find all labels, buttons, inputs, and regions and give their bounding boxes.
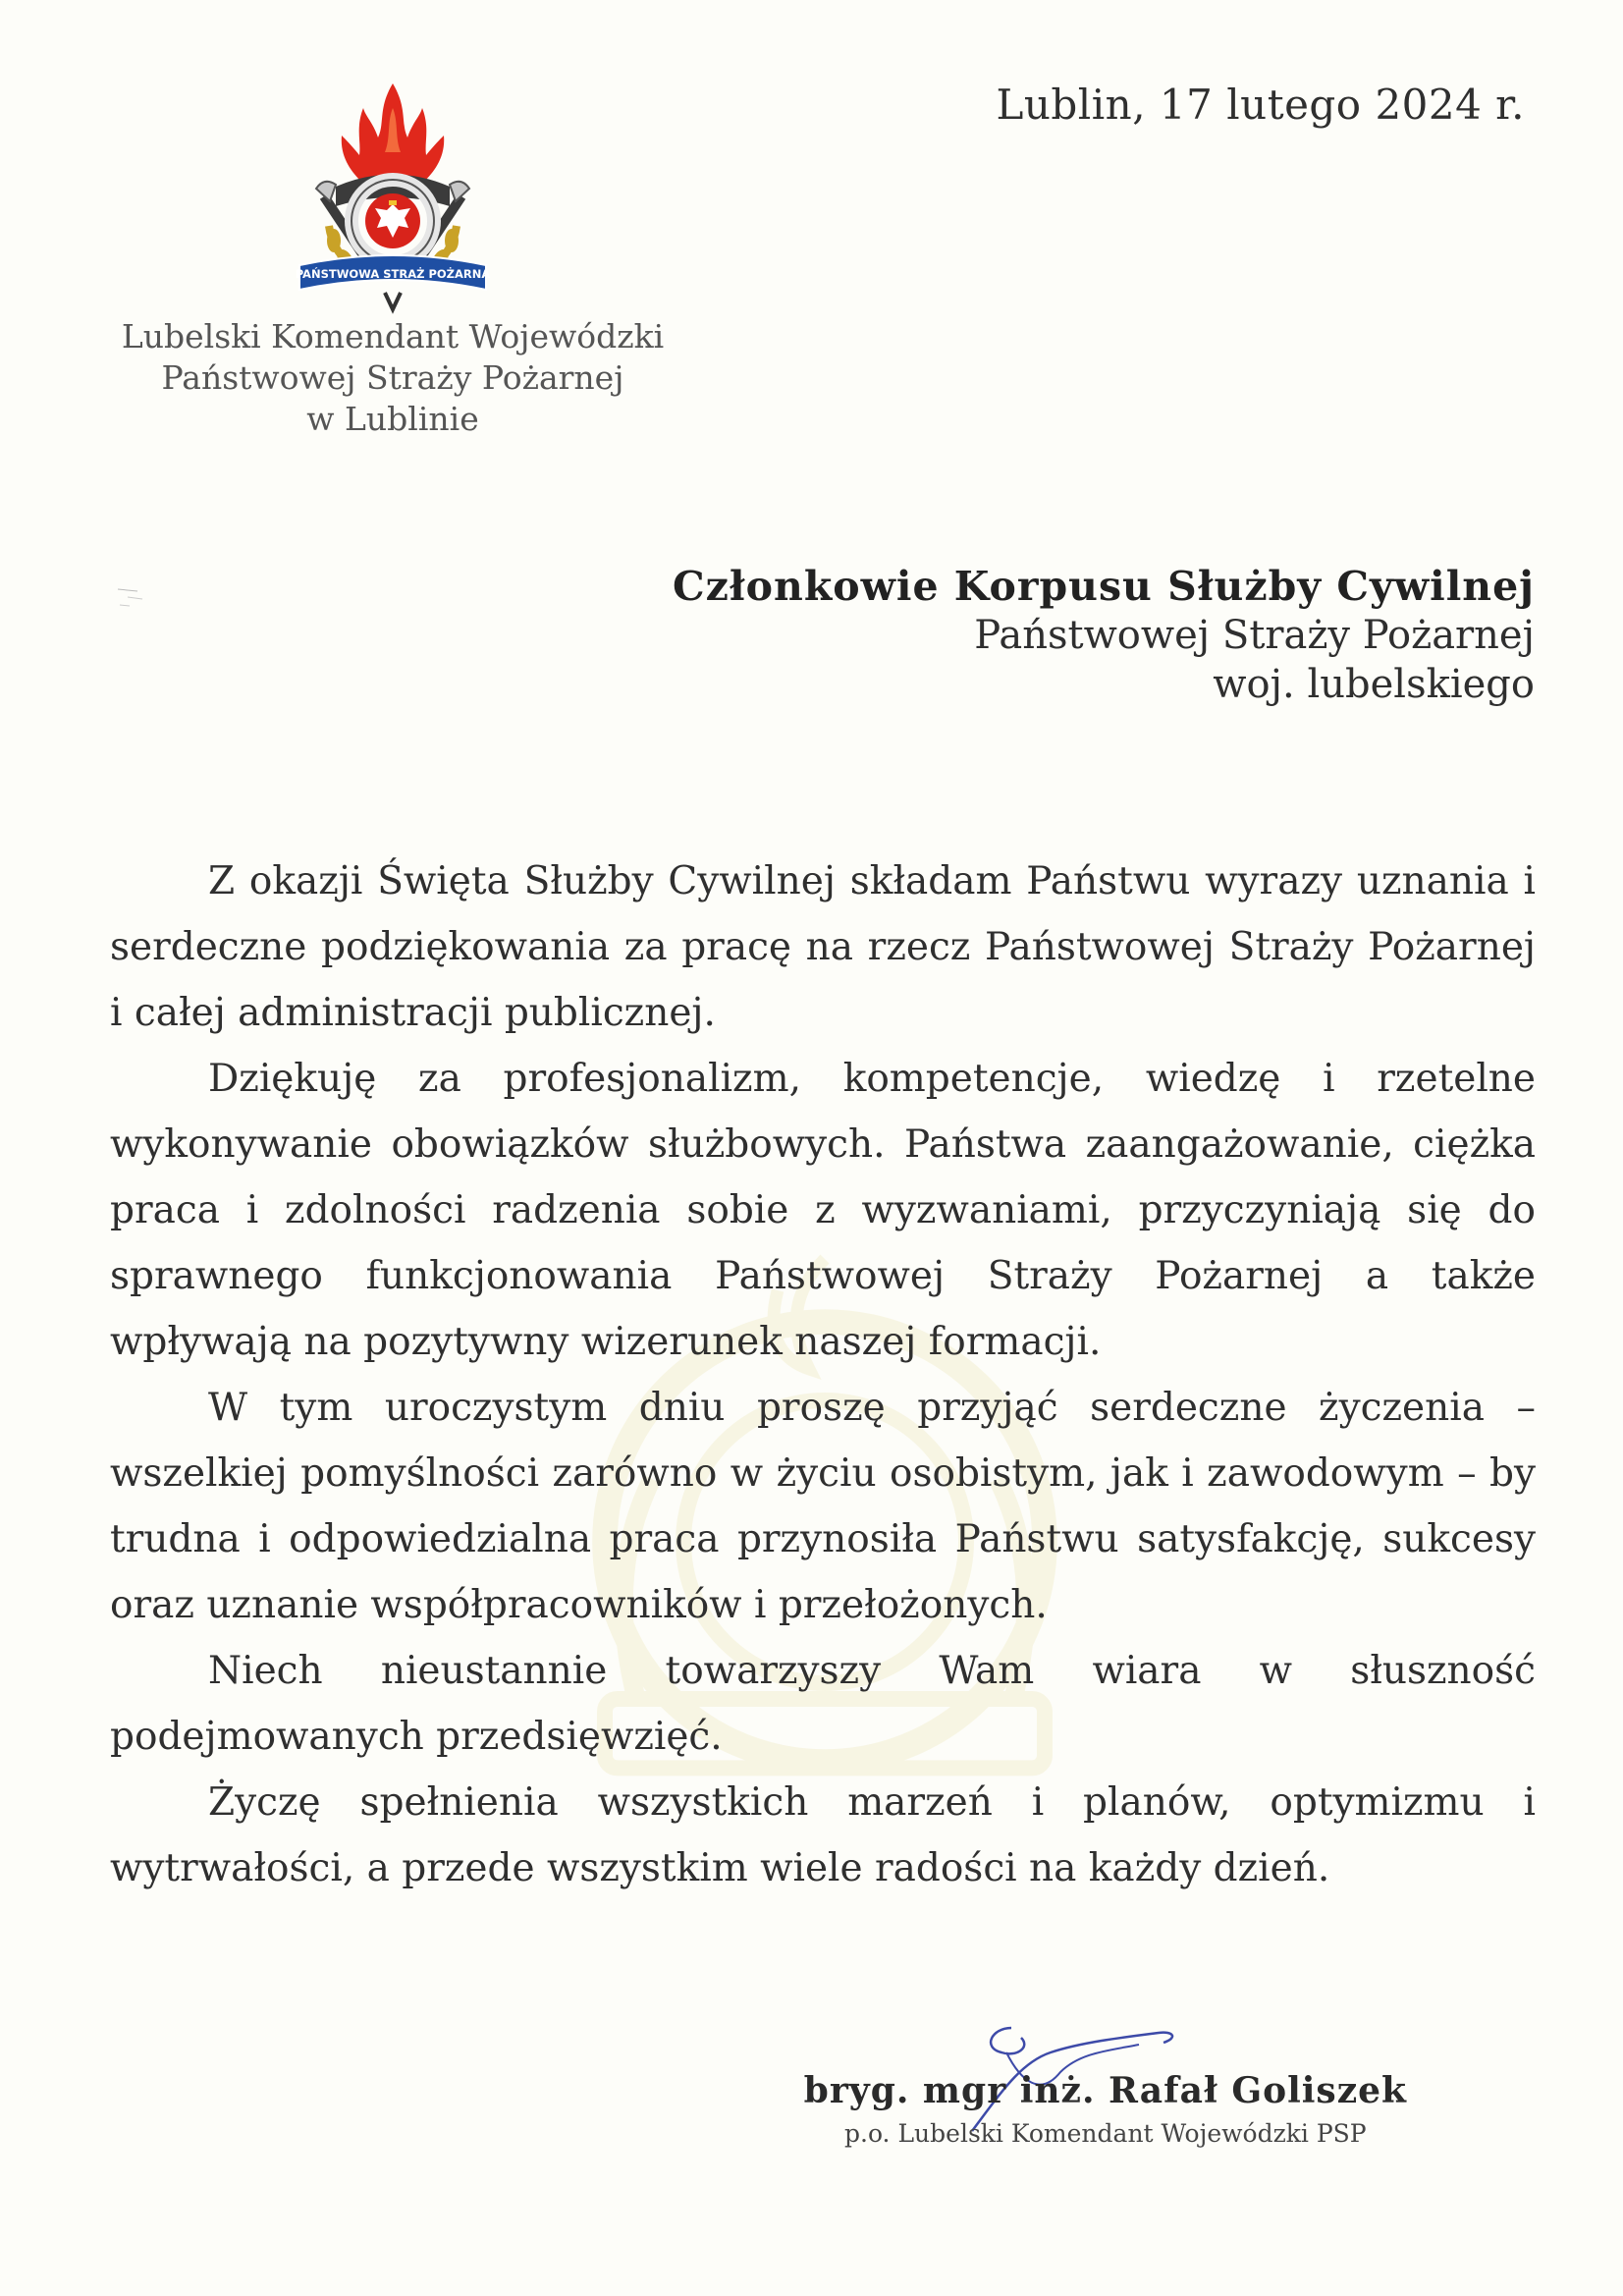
sender-block [98, 316, 687, 440]
scan-speck-icon [108, 570, 157, 629]
flame-icon [342, 83, 444, 182]
sender-line-3: w Lublinie [306, 400, 479, 438]
fire-service-emblem-icon [295, 79, 491, 314]
paragraph: Dziękuję za profesjonalizm, kompetencje, wiedzę i rzetelne wykonywanie obowiązków służbowych. Państwa zaangażowanie, ciężka praca i zdolności radzenia sobie z wyzwaniami, przyczyniają się do sprawnego funkcjonowania Państwowej Straży Pożarnej a także wpływają na pozytywny wizerunek naszej formacji. [110, 1057, 1536, 1364]
signature-block [804, 2070, 1407, 2148]
emblem-banner-text: PAŃSTWOWA STRAŻ POŻARNA [295, 267, 491, 281]
recipient-line-3: woj. lubelskiego [1213, 662, 1535, 707]
signatory-name: bryg. mgr inż. Rafał Goliszek [803, 2070, 1407, 2111]
letter-date: Lublin, 17 lutego 2024 r. [996, 81, 1525, 129]
paragraph: W tym uroczystym dniu proszę przyjąć serdeczne życzenia – wszelkiej pomyślności zarówno w życiu osobistym, jak i zawodowym – by trudna i odpowiedzialna praca przynosiła Państwu satysfakcję, sukcesy oraz uznanie współpracowników i przełożonych. [110, 1386, 1536, 1627]
paragraph: Niech nieustannie towarzyszy Wam wiara w słuszność podejmowanych przedsięwzięć. [110, 1649, 1536, 1759]
recipient-title: Członkowie Korpusu Służby Cywilnej [672, 563, 1535, 610]
paragraph: Życzę spełnienia wszystkich marzeń i planów, optymizmu i wytrwałości, a przede wszystkim wiele radości na każdy dzień. [110, 1780, 1536, 1890]
recipient-line-2: Państwowej Straży Pożarnej [974, 613, 1535, 658]
sender-line-1: Lubelski Komendant Wojewódzki [121, 317, 665, 355]
sender-line-2: Państwowej Straży Pożarnej [161, 358, 624, 397]
signatory-role: p.o. Lubelski Komendant Wojewódzki PSP [844, 2119, 1367, 2148]
paragraph: Z okazji Święta Służby Cywilnej składam Państwu wyrazy uznania i serdeczne podziękowania za pracę na rzecz Państwowej Straży Pożarnej i całej administracji publicznej. [110, 859, 1536, 1035]
letter-body [110, 848, 1536, 1901]
recipient-block [673, 562, 1535, 709]
